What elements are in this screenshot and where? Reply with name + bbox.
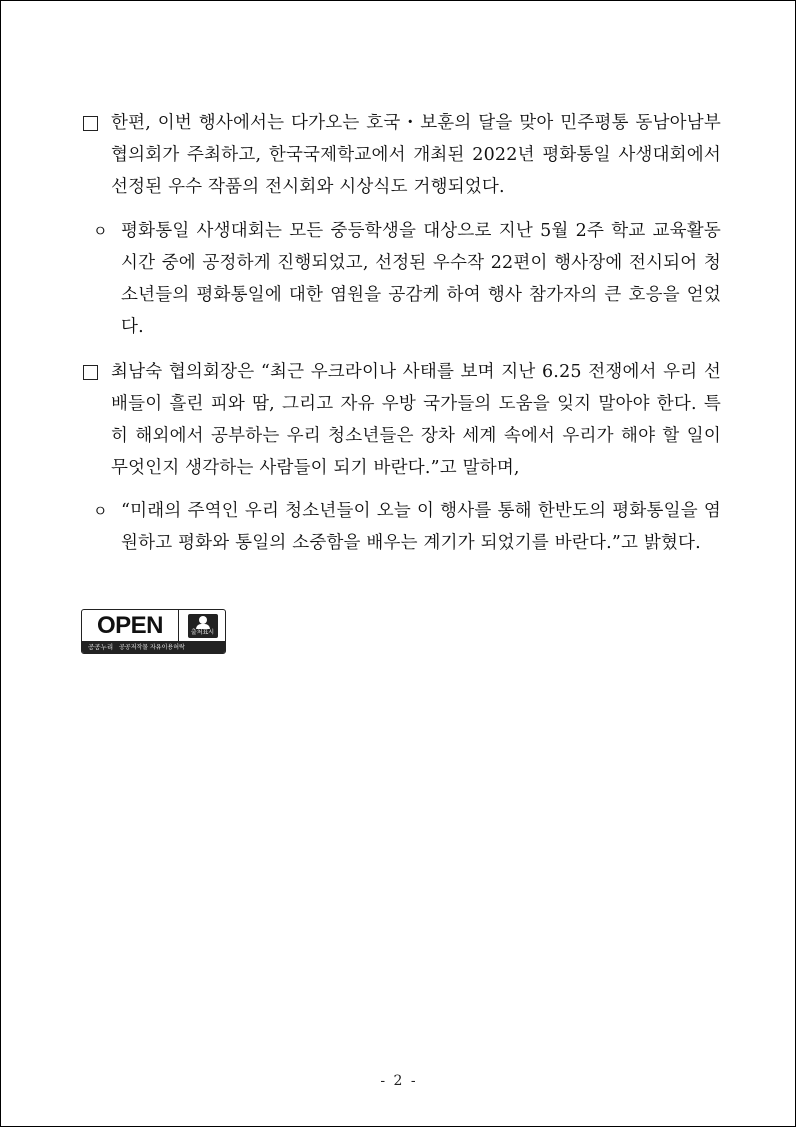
license-tagline: 공공저작물 자유이용허락 <box>119 644 185 651</box>
paragraph-drawing-contest <box>93 215 721 343</box>
paragraph-event-exhibition <box>81 107 721 203</box>
attribution-person-icon <box>188 614 218 638</box>
paragraph-chairperson-remarks <box>81 356 721 484</box>
page-number: - 2 - <box>380 1073 418 1089</box>
paragraph-text: 평화통일 사생대회는 모든 중등학생을 대상으로 지난 5월 2주 학교 교육활동 시간 중에 공정하게 진행되었고, 선정된 우수작 22편이 행사장에 전시되어 청소년들의 평화통일에 대한 염원을 공감케 하여 행사 참가자의 큰 호응을 얻었다. <box>121 221 721 337</box>
circle-bullet: ㅇ <box>93 222 108 240</box>
paragraph-text: “미래의 주역인 우리 청소년들이 오늘 이 행사를 통해 한반도의 평화통일을 염원하고 평화와 통일의 소중함을 배우는 계기가 되었기를 바란다.”고 밝혔다. <box>121 501 721 553</box>
paragraph-text: 한편, 이번 행사에서는 다가오는 호국・보훈의 달을 맞아 민주평통 동남아남부협의회가 주최하고, 한국국제학교에서 개최된 2022년 평화통일 사생대회에서 선정된 우수 작품의 전시회와 시상식도 거행되었다. <box>111 113 721 197</box>
license-brand: 공공누리 <box>88 643 114 651</box>
paragraph-text: 최남숙 협의회장은 “최근 우크라이나 사태를 보며 지난 6.25 전쟁에서 우리 선배들이 흘린 피와 땀, 그리고 자유 우방 국가들의 도움을 잊지 말아야 한다. 특히 해외에서 공부하는 우리 청소년들은 장차 세계 속에서 우리가 해야 할 일이 무엇인지 생각하는 사람들이 되기 바란다.”고 말하며, <box>111 362 721 478</box>
paragraph-closing-quote <box>93 495 721 559</box>
square-bullet <box>83 116 98 131</box>
attribution-box <box>178 610 226 641</box>
square-bullet <box>83 365 98 380</box>
kogl-open-license-badge <box>81 609 226 654</box>
circle-bullet: ㅇ <box>93 502 108 520</box>
license-bottom-bar <box>82 641 225 653</box>
attribution-label: 출처표시 <box>190 629 215 636</box>
open-label: OPEN <box>96 611 163 639</box>
